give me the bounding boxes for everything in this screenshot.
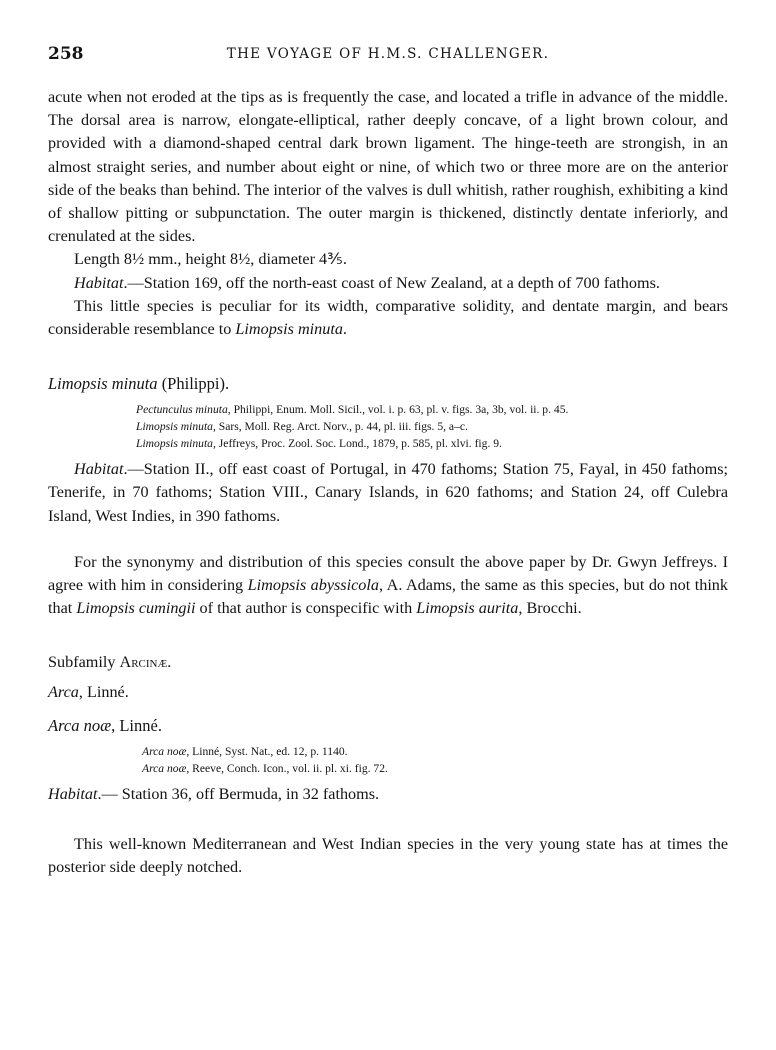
subfamily-prefix: Subfamily	[48, 653, 116, 672]
synonym-ref: , Sars, Moll. Reg. Arct. Norv., p. 44, pl. iii. figs. 5, a–c.	[212, 420, 468, 434]
synonym-name: Pectunculus minuta	[136, 403, 228, 417]
remark-paragraph	[48, 295, 728, 341]
diameter-label: diameter	[258, 250, 315, 269]
synonymy-entry	[136, 401, 728, 418]
remark-paragraph	[48, 833, 728, 879]
length-label: Length	[74, 250, 120, 269]
height-label: height	[185, 250, 226, 269]
height-value: 8½,	[230, 250, 255, 269]
synonym-name: Arca noæ	[142, 744, 187, 758]
species-heading	[48, 372, 728, 395]
text-line: , Brocchi.	[518, 599, 582, 618]
text-line: concave, of a light brown colour, and provided with a diamond-shaped central dark	[48, 111, 728, 153]
habitat-paragraph	[48, 783, 728, 806]
text-line: has at times the posterior side deeply notched.	[48, 835, 729, 877]
habitat-label: Habitat	[48, 784, 98, 803]
text-line: of that author is	[199, 599, 302, 618]
text-line: conspecific with	[305, 599, 413, 618]
habitat-label: Habitat	[74, 460, 124, 479]
dimensions-line	[48, 248, 728, 271]
text-line: and bears considerable resemblance to	[48, 296, 729, 339]
punctuation: .	[342, 320, 347, 339]
synonymy-entry	[136, 418, 728, 435]
page-number: 258	[48, 44, 84, 64]
synonymy-list	[136, 401, 728, 452]
synonymy-entry	[136, 435, 728, 452]
description-paragraph	[48, 86, 728, 248]
species-name: Limopsis aurita	[416, 599, 519, 618]
text-line: This little species is peculiar for its width, comparative solidity, and dentate margin,	[74, 296, 656, 315]
genus-heading	[48, 681, 728, 704]
page-body	[48, 86, 728, 879]
habitat-label: Habitat	[74, 273, 124, 292]
species-heading	[48, 714, 728, 737]
text-line: exhibiting a kind of shallow pitting or subpunctation. The outer margin is thickened,	[48, 180, 729, 223]
synonymy-entry	[142, 743, 728, 760]
text-line: For the synonymy and distribution of this species consult the above paper by Dr.	[74, 552, 613, 571]
text-line: beaks than behind. The interior of the valves is dull whitish, rather roughish,	[119, 180, 615, 199]
synonymy-list	[142, 743, 728, 777]
species-name: Limopsis minuta	[235, 320, 343, 339]
text-line: Gwyn Jeffreys. I agree with him in considering	[48, 552, 728, 595]
text-line: brown ligament. The hinge-teeth are strongish, in an almost straight series, and	[48, 134, 728, 176]
synonym-ref: , Reeve, Conch. Icon., vol. ii. pl. xi. fig. 72.	[186, 761, 388, 775]
text-line: advance of the middle. The dorsal area is narrow, elongate-elliptical, rather deeply	[48, 88, 728, 130]
page-header	[48, 44, 728, 66]
habitat-paragraph	[48, 272, 728, 295]
habitat-paragraph	[48, 458, 728, 528]
synonym-ref: , Jeffreys, Proc. Zool. Soc. Lond., 1879, p. 585, pl. xlvi. fig. 9.	[212, 437, 502, 451]
synonym-name: Arca noæ	[142, 761, 187, 775]
remark-paragraph	[48, 551, 728, 621]
synonymy-entry	[142, 760, 728, 777]
text-line: and Station 24, off Culebra Island, West Indies, in 390 fathoms.	[48, 483, 729, 525]
synonym-ref: , Philippi, Enum. Moll. Sicil., vol. i. p. 63, pl. v. figs. 3a, 3b, vol. ii. p. 45.	[227, 403, 569, 417]
running-title: THE VOYAGE OF H.M.S. CHALLENGER.	[226, 46, 550, 62]
text-line: , A. Adams, the	[378, 576, 481, 595]
text-line: in 450 fathoms; Tenerife, in 70 fathoms; Station VIII., Canary Islands, in 620 fathoms;	[48, 460, 728, 502]
text-line: .— Station 36, off Bermuda, in 32 fathoms.	[97, 784, 380, 803]
text-line: acute when not eroded at the tips as is frequently the case, and located a trifle in	[48, 88, 575, 106]
text-line: This well-known Mediterranean and West Indian species in the very young state	[74, 835, 616, 854]
subfamily-heading	[48, 651, 728, 674]
text-line: 700 fathoms.	[575, 273, 660, 292]
diameter-value: 4⅗.	[319, 250, 347, 269]
species-author: , Linné.	[111, 715, 162, 735]
species-name: Limopsis cumingii	[76, 599, 196, 618]
length-value: 8½ mm.,	[123, 250, 182, 269]
species-name: Limopsis abyssicola	[247, 576, 379, 595]
subfamily-name: Arcinæ.	[119, 653, 172, 672]
text-line: same as this species, but do not think that	[48, 576, 728, 618]
synonym-ref: , Linné, Syst. Nat., ed. 12, p. 1140.	[186, 744, 348, 758]
text-line: distinctly dentate inferiorly, and crenulated at the sides.	[48, 204, 728, 246]
species-name: Arca noæ	[48, 715, 112, 735]
synonym-name: Limopsis minuta	[136, 437, 213, 451]
genus-name: Arca	[48, 682, 79, 701]
text-line: number about eight or nine, of which two or three more are on the anterior side of the	[48, 157, 728, 199]
synonym-name: Limopsis minuta	[136, 420, 213, 434]
genus-author: , Linné.	[78, 682, 129, 701]
species-author: (Philippi).	[161, 374, 230, 394]
species-name: Limopsis minuta	[48, 374, 158, 394]
text-line: .—Station 169, off the north-east coast of New Zealand, at a depth of	[123, 273, 572, 292]
text-line: .—Station II., off east coast of Portugal, in 470 fathoms; Station 75, Fayal,	[123, 460, 620, 479]
